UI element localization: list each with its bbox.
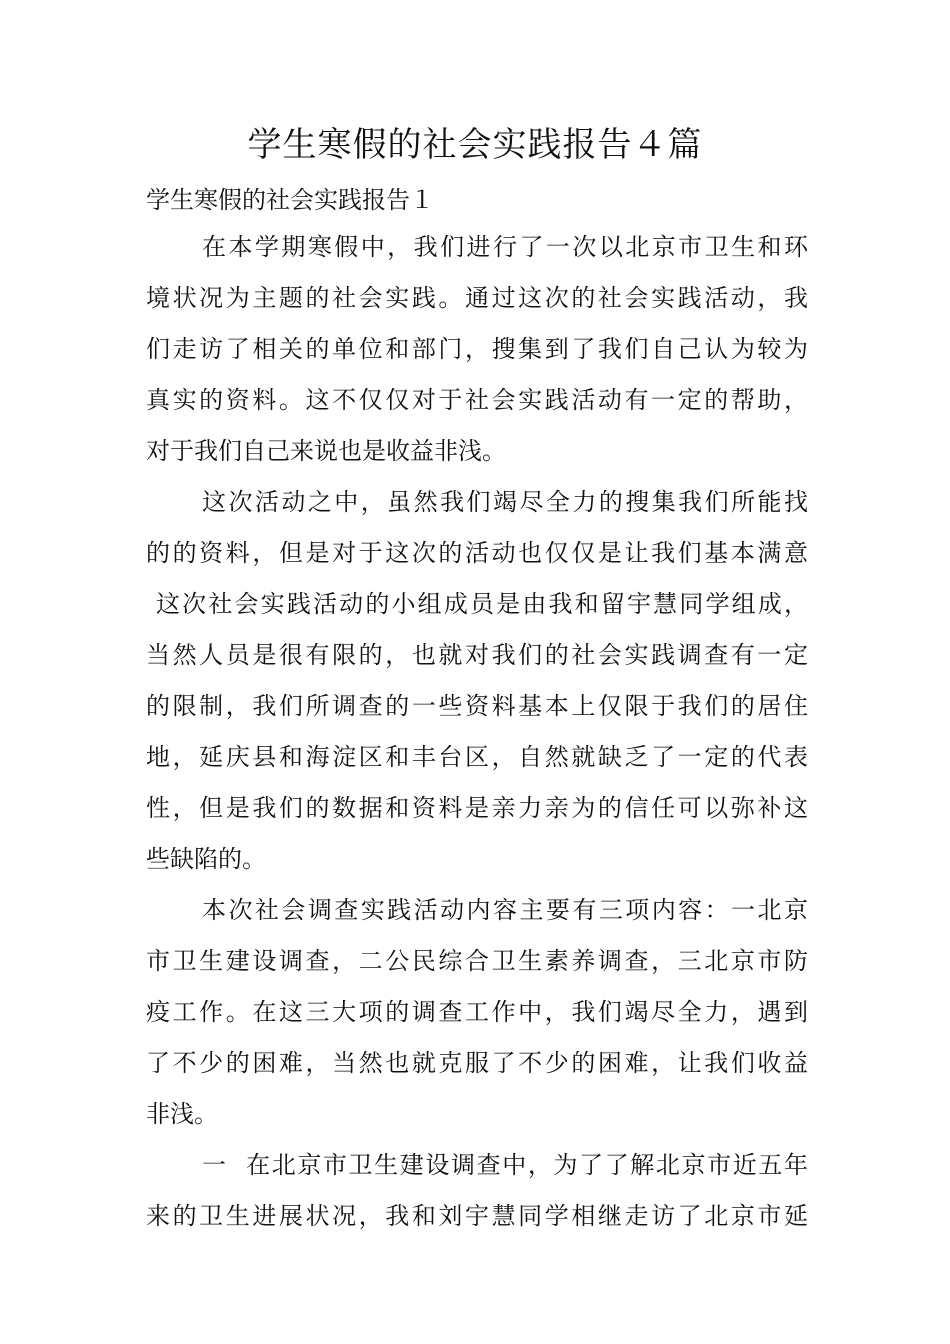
text-line: 在本学期寒假中，我们进行了一次以北京市卫生和环	[202, 233, 808, 261]
text-line: 些缺陷的。	[146, 845, 266, 873]
text-line: 这次社会实践活动的小组成员是由我和留宇慧同学组成，	[156, 590, 808, 618]
text-line: 一 在北京市卫生建设调查中，为了了解北京市近五年	[202, 1151, 808, 1179]
text-line: 来的卫生进展状况，我和刘宇慧同学相继走访了北京市延	[146, 1202, 808, 1230]
text-line: 这次活动之中，虽然我们竭尽全力的搜集我们所能找	[202, 488, 808, 516]
section-heading: 学生寒假的社会实践报告１	[146, 186, 434, 214]
text-line: 本次社会调查实践活动内容主要有三项内容：一北京	[202, 896, 808, 924]
body-text	[146, 222, 808, 1242]
text-line: 市卫生建设调查，二公民综合卫生素养调查，三北京市防	[146, 947, 808, 975]
text-line: 真实的资料。这不仅仅对于社会实践活动有一定的帮助，	[146, 386, 808, 414]
text-line: 疫工作。在这三大项的调查工作中，我们竭尽全力，遇到	[146, 998, 808, 1026]
text-line: 非浅。	[146, 1100, 218, 1128]
text-line: 的限制，我们所调查的一些资料基本上仅限于我们的居住	[146, 692, 808, 720]
text-line: 境状况为主题的社会实践。通过这次的社会实践活动，我	[146, 284, 808, 312]
text-line: 对于我们自己来说也是收益非浅。	[146, 437, 506, 465]
text-line: 性，但是我们的数据和资料是亲力亲为的信任可以弥补这	[146, 794, 808, 822]
document-title: 学生寒假的社会实践报告４篇	[247, 125, 703, 165]
text-line: 了不少的困难，当然也就克服了不少的困难，让我们收益	[146, 1049, 808, 1077]
text-line: 地，延庆县和海淀区和丰台区，自然就缺乏了一定的代表	[146, 743, 808, 771]
text-line: 们走访了相关的单位和部门，搜集到了我们自己认为较为	[146, 335, 808, 363]
text-line: 的的资料，但是对于这次的活动也仅仅是让我们基本满意	[146, 539, 808, 567]
text-line: 当然人员是很有限的，也就对我们的社会实践调查有一定	[146, 641, 808, 669]
